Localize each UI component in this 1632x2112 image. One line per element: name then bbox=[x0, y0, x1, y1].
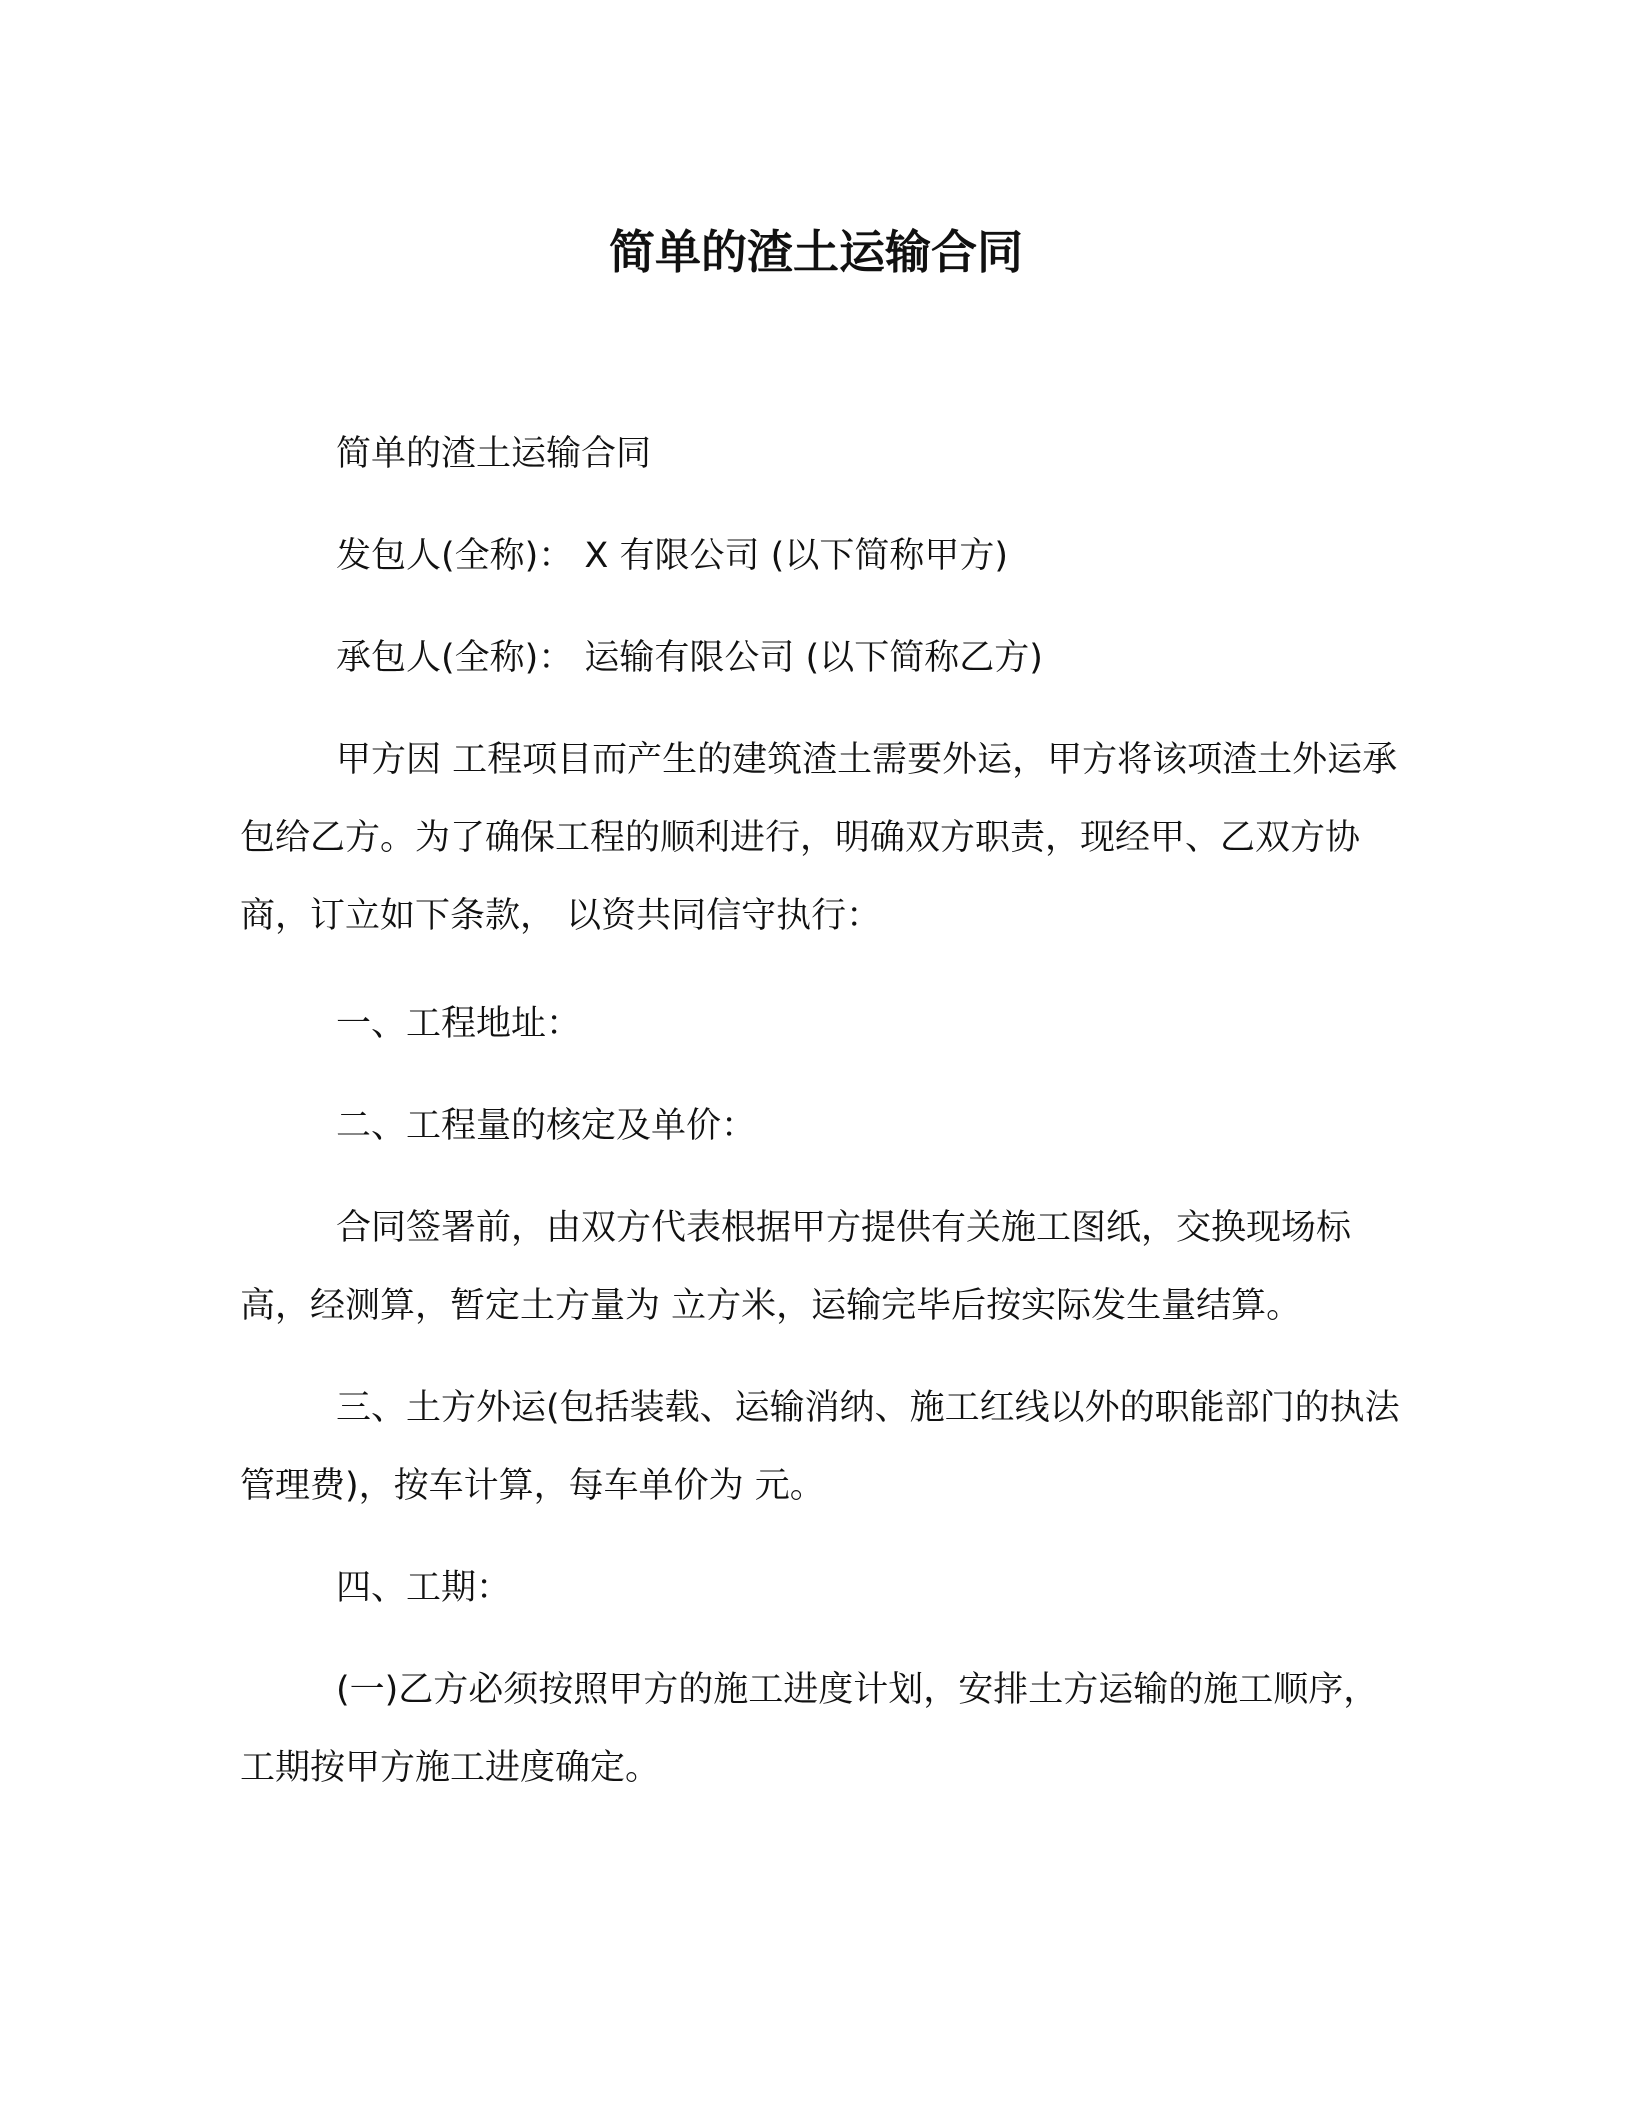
paragraph-schedule: (一)乙方必须按照甲方的施工进度计划，安排土方运输的施工顺序，工期按甲方施工进度确定。 bbox=[240, 1670, 1379, 1788]
paragraph-clause-2: 二、工程量的核定及单价： bbox=[336, 1106, 757, 1146]
paragraph-party-b: 承包人(全称)： 运输有限公司 (以下简称乙方) bbox=[336, 638, 1043, 678]
paragraph-clause-3: 三、土方外运(包括装载、运输消纳、施工红线以外的职能部门的执法管理费)，按车计算，每车单价为 元。 bbox=[240, 1388, 1400, 1506]
paragraph-clause-4: 四、工期： bbox=[336, 1568, 512, 1608]
document-title: 简单的渣土运输合同 bbox=[609, 225, 1023, 279]
paragraph-quantity: 合同签署前，由双方代表根据甲方提供有关施工图纸，交换现场标高，经测算，暂定土方量为 立方米，运输完毕后按实际发生量结算。 bbox=[240, 1208, 1352, 1326]
paragraph-preamble: 甲方因 工程项目而产生的建筑渣土需要外运，甲方将该项渣土外运承包给乙方。为了确保工程的顺利进行，明确双方职责，现经甲、乙双方协商，订立如下条款， 以资共同信守执行： bbox=[240, 740, 1398, 936]
paragraph-heading: 简单的渣土运输合同 bbox=[336, 434, 652, 474]
paragraph-party-a: 发包人(全称)： X 有限公司 (以下简称甲方) bbox=[336, 536, 1008, 576]
paragraph-clause-1: 一、工程地址： bbox=[336, 1004, 582, 1044]
